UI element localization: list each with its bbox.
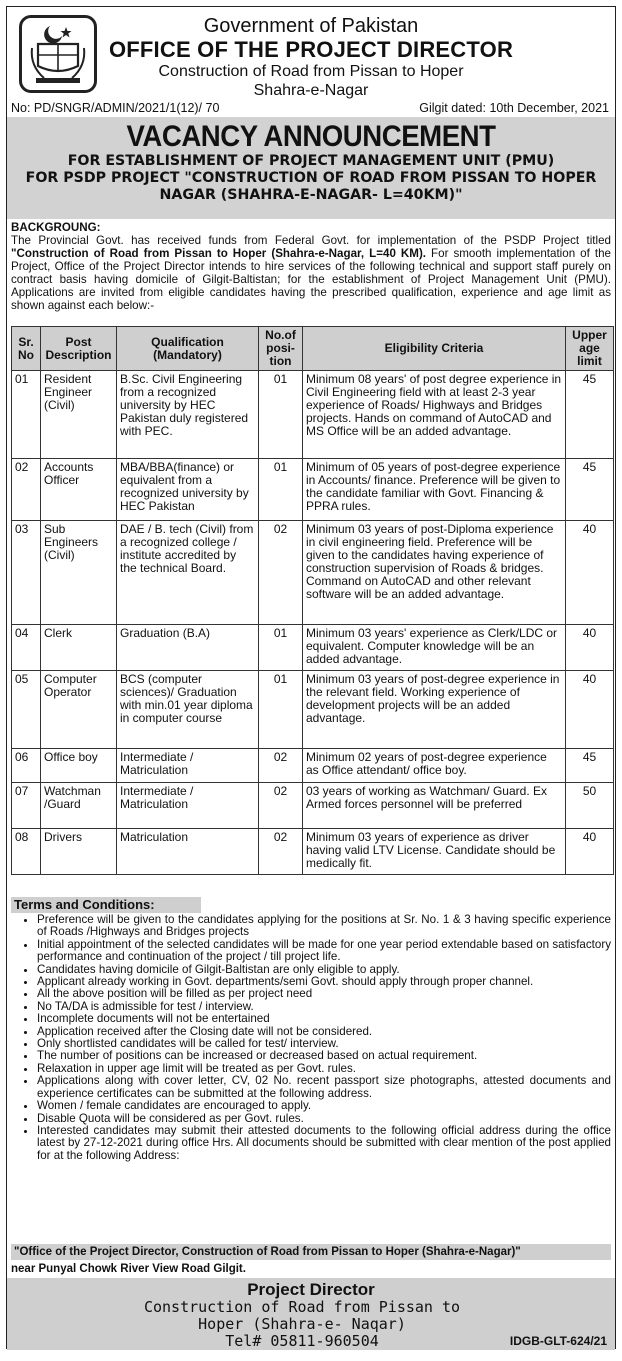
background-text-bold: "Construction of Road from Pissan to Hoper (Shahra-e-Nagar, L=40 KM).	[11, 247, 427, 260]
cell-sr: 02	[12, 459, 41, 521]
background-paragraph	[11, 234, 611, 312]
background-heading: BACKGROUNG:	[11, 221, 101, 234]
cell-age: 45	[566, 371, 614, 459]
ad-code: IDGB-GLT-624/21	[509, 1334, 607, 1348]
cell-positions: 02	[259, 783, 303, 829]
cell-eligibility: Minimum 03 years of post-degree experience in the relevant field. Working experience of development projects will be an added advantage.	[303, 671, 566, 749]
cell-qualification: Matriculation	[117, 829, 259, 875]
cell-eligibility: Minimum 03 years of experience as driver having valid LTV License. Candidate should be medically fit.	[303, 829, 566, 875]
cell-post: Accounts Officer	[41, 459, 117, 521]
project-name: Construction of Road from Pissan to Hoper	[158, 63, 464, 80]
list-item: • Incomplete documents will not be entertained	[37, 1013, 611, 1025]
cell-qualification: B.Sc. Civil Engineering from a recognized university by HEC Pakistan duly registered with PEC.	[117, 371, 259, 459]
cell-eligibility: Minimum 02 years of post-degree experience as Office attendant/ office boy.	[303, 749, 566, 783]
table-row	[12, 625, 614, 671]
terms-heading: Terms and Conditions:	[11, 897, 201, 913]
cell-post: Sub Engineers (Civil)	[41, 521, 117, 625]
advertisement-page	[6, 6, 616, 1349]
background-text-b: For smooth implementation of the Project, Office of the Project Director intends to hire services of the following technical and support staff purely on contract basis having domicile of Gilgit-Baltistan; for the establishment of Project Management Unit (PMU). Applications are invited from eligible candidates having the prescribed qualification, experience and age limit as shown against each below:-	[11, 247, 611, 312]
cell-qualification: MBA/BBA(finance) or equivalent from a recognized university by HEC Pakistan	[117, 459, 259, 521]
cell-post: Resident Engineer (Civil)	[41, 371, 117, 459]
terms-list	[11, 914, 611, 1162]
list-item: • Disable Quota will be considered as per Govt. rules.	[37, 1113, 611, 1125]
header-qualification: Qualification (Mandatory)	[117, 327, 259, 371]
cell-age: 40	[566, 671, 614, 749]
cell-positions: 01	[259, 625, 303, 671]
cell-positions: 01	[259, 371, 303, 459]
cell-qualification: Graduation (B.A)	[117, 625, 259, 671]
cell-qualification: BCS (computer sciences)/ Graduation with min.01 year diploma in computer course	[117, 671, 259, 749]
header-age: Upper age limit	[566, 327, 614, 371]
issue-date: Gilgit dated: 10th December, 2021	[419, 101, 609, 115]
list-item: • Candidates having domicile of Gilgit-Baltistan are only eligible to apply.	[37, 964, 611, 976]
list-item: • Applications along with cover letter, CV, 02 No. recent passport size photographs, attested documents and experience certificates can be submitted at the following address.	[37, 1075, 611, 1100]
cell-age: 40	[566, 521, 614, 625]
cell-eligibility: Minimum 03 years' experience as Clerk/LDC or equivalent. Computer knowledge will be an added advantage.	[303, 625, 566, 671]
list-item: • All the above position will be filled as per project need	[37, 988, 611, 1000]
table-row	[12, 749, 614, 783]
cell-sr: 04	[12, 625, 41, 671]
background-section	[11, 221, 611, 312]
list-item: • Only shortlisted candidates will be called for test/ interview.	[37, 1038, 611, 1050]
list-item: • Women / female candidates are encouraged to apply.	[37, 1100, 611, 1112]
table-header-row	[12, 327, 614, 371]
table-row	[12, 829, 614, 875]
list-item: • Application received after the Closing date will not be considered.	[37, 1026, 611, 1038]
list-item: • The number of positions can be increased or decreased based on actual requirement.	[37, 1050, 611, 1062]
cell-positions: 02	[259, 521, 303, 625]
table-row	[12, 459, 614, 521]
cell-age: 45	[566, 459, 614, 521]
cell-eligibility: Minimum 03 years of post-Diploma experience in civil engineering field. Preference will be given to the candidates having experience of construction supervision of Roads & bridges. Command on AutoCAD and other relevant software will be an added advantage.	[303, 521, 566, 625]
list-item: • Applicant already working in Govt. departments/semi Govt. should apply through proper channel.	[37, 976, 611, 988]
cell-sr: 08	[12, 829, 41, 875]
header-eligibility: Eligibility Criteria	[303, 327, 566, 371]
list-item: • Initial appointment of the selected candidates will be made for one year period extendable based on satisfactory performance and continuation of the project / till project life.	[37, 939, 611, 964]
cell-sr: 03	[12, 521, 41, 625]
cell-age: 45	[566, 749, 614, 783]
cell-positions: 02	[259, 749, 303, 783]
cell-positions: 01	[259, 459, 303, 521]
submission-address: "Office of the Project Director, Construction of Road from Pissan to Hoper (Shahra-e-Nagar)"	[11, 1244, 611, 1260]
cell-positions: 02	[259, 829, 303, 875]
government-name: Government of Pakistan	[203, 15, 419, 37]
submission-address-location: near Punyal Chowk River View Road Gilgit.	[11, 1263, 246, 1275]
table-row	[12, 783, 614, 829]
signatory-line-1: Construction of Road from Pissan to	[143, 1298, 461, 1316]
header-post: Post Description	[41, 327, 117, 371]
cell-post: Clerk	[41, 625, 117, 671]
cell-qualification: DAE / B. tech (Civil) from a recognized college / institute accredited by the technical Board.	[117, 521, 259, 625]
cell-sr: 01	[12, 371, 41, 459]
cell-age: 40	[566, 829, 614, 875]
cell-positions: 01	[259, 671, 303, 749]
cell-sr: 05	[12, 671, 41, 749]
header-positions: No.of posi-tion	[259, 327, 303, 371]
office-name: OFFICE OF THE PROJECT DIRECTOR	[108, 37, 514, 62]
signatory-line-2: Hoper (Shahra-e- Naqar)	[198, 1315, 406, 1333]
cell-eligibility: Minimum of 05 years of post-degree experience in Accounts/ finance. Preference will be given to the candidate familiar with Govt. Financing & PPRA rules.	[303, 459, 566, 521]
reference-number: No: PD/SNGR/ADMIN/2021/1(12)/ 70	[11, 101, 220, 115]
table-row	[12, 521, 614, 625]
reference-line	[11, 101, 609, 115]
cell-age: 50	[566, 783, 614, 829]
project-place: Shahra-e-Nagar	[253, 82, 369, 99]
cell-sr: 07	[12, 783, 41, 829]
footer	[7, 1278, 615, 1350]
header-sr: Sr. No	[12, 327, 41, 371]
table-row	[12, 671, 614, 749]
table-row	[12, 371, 614, 459]
subtitle-line-2: FOR PSDP PROJECT "CONSTRUCTION OF ROAD FROM PISSAN TO HOPER NAGAR (SHAHRA-E-NAGAR- L=40KM)"	[25, 170, 597, 203]
cell-post: Office boy	[41, 749, 117, 783]
vacancy-table	[11, 326, 614, 875]
header	[7, 7, 615, 115]
cell-qualification: Intermediate / Matriculation	[117, 783, 259, 829]
cell-age: 40	[566, 625, 614, 671]
list-item: • No TA/DA is admissible for test / interview.	[37, 1001, 611, 1013]
cell-eligibility: 03 years of working as Watchman/ Guard. Ex Armed forces personnel will be preferred	[303, 783, 566, 829]
cell-qualification: Intermediate / Matriculation	[117, 749, 259, 783]
list-item: • Relaxation in upper age limit will be treated as per Govt. rules.	[37, 1063, 611, 1075]
list-item: • Interested candidates may submit their attested documents to the following official address during the office latest by 27-12-2021 during office Hrs. All documents should be submitted with clear mention of the post applied for at the following Address:	[37, 1125, 611, 1162]
cell-eligibility: Minimum 08 years' of post degree experience in Civil Engineering field with at least 2-3 year experience of Roads/ Highways and Bridges projects. Hands on command of AutoCAD and MS Office will be an added advantage.	[303, 371, 566, 459]
cell-post: Computer Operator	[41, 671, 117, 749]
list-item: • Preference will be given to the candidates applying for the positions at Sr. No. 1 & 3 having specific experience of Roads /Highways and Bridges projects	[37, 914, 611, 939]
background-text-a: The Provincial Govt. has received funds from Federal Govt. for implementation of the PSDP Project titled	[11, 234, 611, 247]
signatory-phone: Tel# 05811-960504	[225, 1332, 379, 1350]
signatory-title: Project Director	[247, 1280, 375, 1299]
cell-sr: 06	[12, 749, 41, 783]
title-banner	[7, 117, 615, 219]
page-title: VACANCY ANNOUNCEMENT	[126, 120, 496, 153]
cell-post: Drivers	[41, 829, 117, 875]
cell-post: Watchman /Guard	[41, 783, 117, 829]
subtitle-line-1: FOR ESTABLISHMENT OF PROJECT MANAGEMENT UNIT (PMU)	[67, 153, 555, 169]
